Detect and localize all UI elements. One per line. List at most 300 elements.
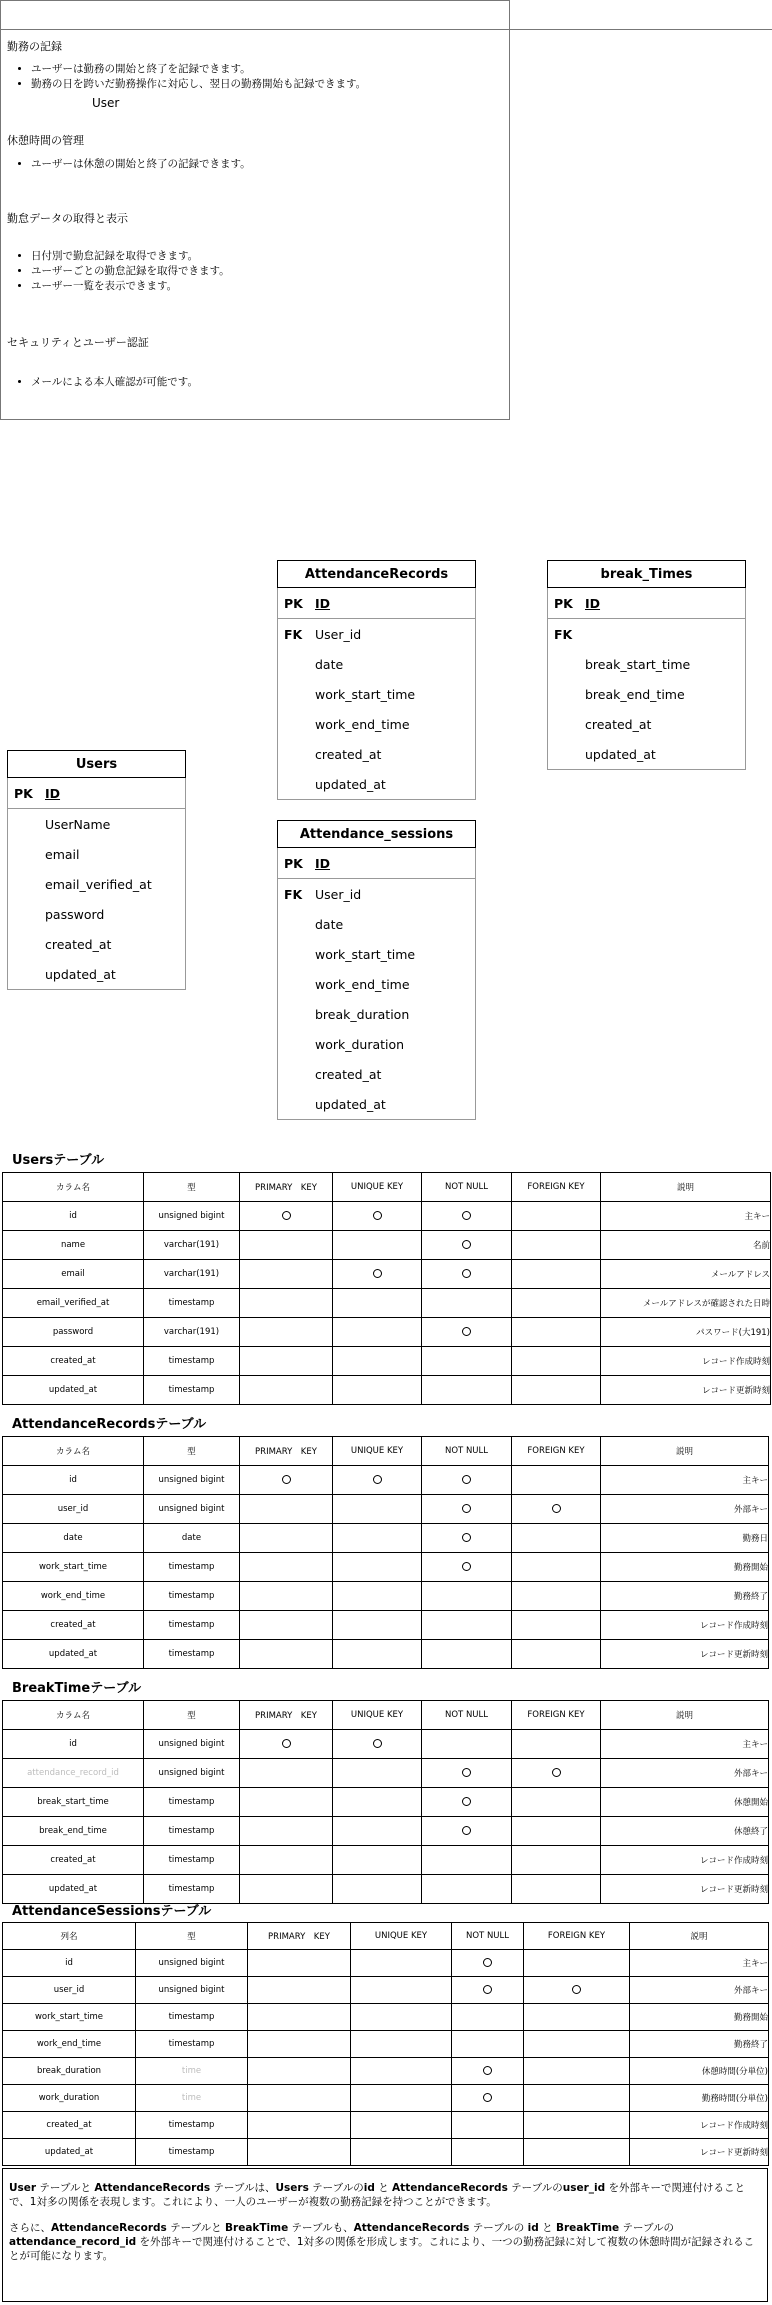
requirements-header xyxy=(0,0,772,30)
note-text-segment: Users xyxy=(275,2182,309,2194)
entity-users xyxy=(7,750,186,990)
table-cell: unsigned bigint xyxy=(144,1495,240,1524)
entity-field-name: work_end_time xyxy=(315,717,410,732)
table-title-break-time: BreakTimeテーブル xyxy=(12,1681,142,1696)
table-cell: 名前 xyxy=(601,1231,771,1260)
table-cell xyxy=(351,1950,452,1977)
table-cell xyxy=(512,1846,601,1875)
table-cell: 勤務終了 xyxy=(630,2031,769,2058)
table-cell: レコード更新時刻 xyxy=(630,2139,769,2166)
entity-field-name: created_at xyxy=(315,1067,382,1082)
table-cell xyxy=(524,2112,630,2139)
table-cell: 休憩時間(分単位) xyxy=(630,2058,769,2085)
note-text-segment: テーブルは、 xyxy=(210,2182,276,2194)
table-cell: 休憩開始 xyxy=(601,1788,769,1817)
column-header: カラム名 xyxy=(3,1701,144,1730)
table-row xyxy=(3,1759,769,1788)
table-cell: created_at xyxy=(3,1347,144,1376)
table-cell: timestamp xyxy=(144,1347,240,1376)
table-cell xyxy=(512,1231,601,1260)
table-header-row xyxy=(3,1701,769,1730)
table-row xyxy=(3,1582,769,1611)
check-mark-circle xyxy=(462,1269,471,1278)
note-paragraph xyxy=(9,2181,761,2209)
check-mark-circle xyxy=(373,1211,382,1220)
table-cell xyxy=(240,1466,333,1495)
entity-title: Attendance_sessions xyxy=(277,820,476,848)
check-mark-circle xyxy=(483,1985,492,1994)
table-cell: unsigned bigint xyxy=(144,1759,240,1788)
table-cell xyxy=(240,1347,333,1376)
entity-field-row xyxy=(278,1059,475,1089)
table-cell: 主キー xyxy=(601,1730,769,1759)
note-text-segment: さらに、 xyxy=(9,2222,51,2234)
table-row xyxy=(3,1202,771,1231)
note-text-segment: AttendanceRecords xyxy=(51,2222,167,2234)
table-cell: time xyxy=(136,2058,248,2085)
table-row xyxy=(3,1231,771,1260)
table-cell xyxy=(351,2112,452,2139)
table-cell: 主キー xyxy=(601,1466,769,1495)
table-users xyxy=(2,1172,771,1405)
table-cell xyxy=(524,2058,630,2085)
column-header: PRIMARY KEY xyxy=(240,1701,333,1730)
entity-field-name: ID xyxy=(315,596,331,611)
table-cell: timestamp xyxy=(144,1875,240,1904)
table-cell xyxy=(422,1289,512,1318)
check-mark-circle xyxy=(483,1958,492,1967)
entity-field-name: work_start_time xyxy=(315,947,416,962)
table-cell xyxy=(333,1875,422,1904)
table-header-row xyxy=(3,1437,769,1466)
table-cell: varchar(191) xyxy=(144,1231,240,1260)
table-cell xyxy=(512,1640,601,1669)
table-cell xyxy=(248,2139,351,2166)
entity-field-row xyxy=(548,679,745,709)
table-cell: メールアドレス xyxy=(601,1260,771,1289)
table-row xyxy=(3,2112,769,2139)
table-cell: time xyxy=(136,2085,248,2112)
table-cell: 外部キー xyxy=(630,1977,769,2004)
table-cell: work_start_time xyxy=(3,1553,144,1582)
table-cell xyxy=(333,1231,422,1260)
table-cell: created_at xyxy=(3,1611,144,1640)
table-cell: unsigned bigint xyxy=(136,1977,248,2004)
table-cell xyxy=(333,1289,422,1318)
check-mark-circle xyxy=(552,1504,561,1513)
table-row xyxy=(3,1846,769,1875)
table-cell: email_verified_at xyxy=(3,1289,144,1318)
table-cell xyxy=(524,2031,630,2058)
requirement-item: • ユーザー一覧を表示できます。 xyxy=(31,279,230,294)
table-cell xyxy=(240,1202,333,1231)
entity-field-row xyxy=(548,619,745,649)
table-cell: timestamp xyxy=(136,2139,248,2166)
table-cell xyxy=(452,1977,524,2004)
requirement-list-attendance xyxy=(7,62,366,92)
entity-field-row xyxy=(278,999,475,1029)
note-text-segment: AttendanceRecords xyxy=(392,2182,508,2194)
table-row xyxy=(3,1950,769,1977)
table-cell xyxy=(333,1553,422,1582)
entity-field-row xyxy=(278,619,475,649)
check-mark-circle xyxy=(462,1562,471,1571)
table-cell xyxy=(452,2058,524,2085)
table-cell xyxy=(351,2058,452,2085)
column-header: NOT NULL xyxy=(422,1173,512,1202)
entity-field-name: email xyxy=(45,847,80,862)
table-cell xyxy=(333,1611,422,1640)
requirement-item: • メールによる本人確認が可能です。 xyxy=(31,375,198,390)
table-cell: timestamp xyxy=(144,1376,240,1405)
entity-field-row xyxy=(8,809,185,839)
table-cell: レコード作成時刻 xyxy=(601,1347,771,1376)
check-mark-circle xyxy=(483,2066,492,2075)
column-header: PRIMARY KEY xyxy=(240,1437,333,1466)
table-cell xyxy=(240,1640,333,1669)
table-cell xyxy=(240,1582,333,1611)
table-cell xyxy=(333,1730,422,1759)
table-cell: レコード作成時刻 xyxy=(601,1611,769,1640)
note-text-segment: と xyxy=(374,2182,393,2194)
table-cell: break_end_time xyxy=(3,1817,144,1846)
table-cell xyxy=(422,1611,512,1640)
requirement-item: • ユーザーは休憩の開始と終了の記録できます。 xyxy=(31,157,251,172)
table-cell: break_start_time xyxy=(3,1788,144,1817)
table-cell: unsigned bigint xyxy=(144,1202,240,1231)
table-cell xyxy=(422,1260,512,1289)
table-attendance-sessions xyxy=(2,1922,769,2166)
entity-field-row xyxy=(278,939,475,969)
requirement-item: • ユーザーごとの勤怠記録を取得できます。 xyxy=(31,264,230,279)
table-row xyxy=(3,1524,769,1553)
entity-pk-row xyxy=(278,588,475,619)
table-cell xyxy=(422,1640,512,1669)
entity-field-row xyxy=(548,709,745,739)
table-cell: timestamp xyxy=(144,1817,240,1846)
table-cell: レコード更新時刻 xyxy=(601,1875,769,1904)
note-text-segment: テーブルと xyxy=(36,2182,95,2194)
table-cell: 勤務終了 xyxy=(601,1582,769,1611)
table-cell xyxy=(351,1977,452,2004)
table-cell: varchar(191) xyxy=(144,1318,240,1347)
table-cell xyxy=(422,1759,512,1788)
table-cell xyxy=(512,1466,601,1495)
table-row xyxy=(3,1640,769,1669)
table-cell: created_at xyxy=(3,2112,136,2139)
entity-field-row xyxy=(278,679,475,709)
table-cell xyxy=(512,1759,601,1788)
entity-field-name: updated_at xyxy=(315,777,386,792)
note-text-segment: attendance_record_id xyxy=(9,2236,137,2248)
table-cell xyxy=(422,1347,512,1376)
note-text-segment: User xyxy=(9,2182,37,2194)
entity-key-label: PK xyxy=(554,596,573,611)
table-cell xyxy=(422,1376,512,1405)
table-header-row xyxy=(3,1923,769,1950)
entity-field-row xyxy=(278,969,475,999)
note-text-segment: を外部キーで関連付けることで、1対多の関係を形成します。これにより、一つの勤務記録に対して複数の休憩時間が記録されることが可能になります。 xyxy=(9,2236,755,2262)
entity-field-name: password xyxy=(45,907,105,922)
entity-field-name: break_duration xyxy=(315,1007,410,1022)
table-cell: user_id xyxy=(3,1977,136,2004)
table-row xyxy=(3,1466,769,1495)
note-text-segment: テーブルの xyxy=(507,2182,563,2194)
entity-field-name: updated_at xyxy=(45,967,116,982)
column-header: 型 xyxy=(144,1701,240,1730)
table-title-attendance-records: AttendanceRecordsテーブル xyxy=(12,1417,207,1432)
check-mark-circle xyxy=(373,1269,382,1278)
table-cell: 外部キー xyxy=(601,1759,769,1788)
table-cell xyxy=(422,1582,512,1611)
table-cell xyxy=(524,2085,630,2112)
table-cell xyxy=(351,2004,452,2031)
table-cell xyxy=(512,1553,601,1582)
table-cell xyxy=(452,2031,524,2058)
table-row xyxy=(3,1289,771,1318)
table-cell xyxy=(351,2031,452,2058)
note-text-segment: テーブルも、 xyxy=(288,2222,354,2234)
entity-field-row xyxy=(278,769,475,799)
column-header: 説明 xyxy=(601,1701,769,1730)
table-break-time xyxy=(2,1700,769,1904)
table-cell: 勤務日 xyxy=(601,1524,769,1553)
table-row xyxy=(3,2085,769,2112)
table-row xyxy=(3,1977,769,2004)
column-header: FOREIGN KEY xyxy=(524,1923,630,1950)
table-cell xyxy=(333,1260,422,1289)
table-cell xyxy=(512,1318,601,1347)
column-header: NOT NULL xyxy=(422,1701,512,1730)
entity-field-name: break_end_time xyxy=(585,687,685,702)
table-row xyxy=(3,1788,769,1817)
entity-field-row xyxy=(278,909,475,939)
table-cell xyxy=(333,1582,422,1611)
check-mark-circle xyxy=(483,2093,492,2102)
entity-field-row xyxy=(278,739,475,769)
table-cell xyxy=(512,1347,601,1376)
entity-break-times xyxy=(547,560,746,770)
table-cell xyxy=(422,1231,512,1260)
column-header: 型 xyxy=(144,1173,240,1202)
column-header: カラム名 xyxy=(3,1173,144,1202)
table-cell: updated_at xyxy=(3,1376,144,1405)
entity-field-name: created_at xyxy=(585,717,652,732)
column-header: UNIQUE KEY xyxy=(333,1173,422,1202)
table-cell: 勤務開始 xyxy=(601,1553,769,1582)
relationship-note xyxy=(2,2168,768,2302)
table-cell: パスワード(大191) xyxy=(601,1318,771,1347)
table-row xyxy=(3,1260,771,1289)
table-cell xyxy=(422,1524,512,1553)
table-cell xyxy=(333,1524,422,1553)
table-cell xyxy=(422,1202,512,1231)
table-cell: timestamp xyxy=(144,1640,240,1669)
table-row xyxy=(3,1553,769,1582)
entity-field-row xyxy=(278,1089,475,1119)
table-cell: id xyxy=(3,1202,144,1231)
entity-field-name: ID xyxy=(585,596,601,611)
entity-key-label: PK xyxy=(284,856,303,871)
entity-field-name: updated_at xyxy=(585,747,656,762)
entity-field-name: created_at xyxy=(315,747,382,762)
table-cell xyxy=(422,1318,512,1347)
table-cell xyxy=(240,1289,333,1318)
table-cell: timestamp xyxy=(144,1846,240,1875)
table-title-users: Usersテーブル xyxy=(12,1153,105,1168)
note-text-segment: を外部キーで関連付けることで、1対多の関係を表現します。これにより、一人のユーザーが複数の勤務記録を持つことができます。 xyxy=(9,2182,745,2208)
entity-pk-row xyxy=(548,588,745,619)
table-cell xyxy=(240,1495,333,1524)
entity-key-label: PK xyxy=(14,786,33,801)
entity-field-row xyxy=(278,649,475,679)
table-cell xyxy=(422,1788,512,1817)
table-cell: date xyxy=(144,1524,240,1553)
table-cell: work_start_time xyxy=(3,2004,136,2031)
table-row xyxy=(3,1611,769,1640)
table-cell: attendance_record_id xyxy=(3,1759,144,1788)
table-row xyxy=(3,1495,769,1524)
table-cell: updated_at xyxy=(3,2139,136,2166)
column-header: PRIMARY KEY xyxy=(240,1173,333,1202)
table-cell xyxy=(422,1875,512,1904)
table-cell xyxy=(248,2058,351,2085)
entity-field-row xyxy=(8,839,185,869)
table-cell: work_duration xyxy=(3,2085,136,2112)
table-cell xyxy=(512,1788,601,1817)
table-cell: updated_at xyxy=(3,1875,144,1904)
table-cell: 主キー xyxy=(601,1202,771,1231)
note-text-segment: テーブルの xyxy=(469,2222,528,2234)
entity-field-row xyxy=(278,1029,475,1059)
table-cell xyxy=(333,1347,422,1376)
requirement-item: • 勤務の日を跨いだ勤務操作に対応し、翌日の勤務開始も記録できます。 xyxy=(31,77,366,92)
table-cell xyxy=(333,1817,422,1846)
table-cell: unsigned bigint xyxy=(144,1466,240,1495)
table-row xyxy=(3,1347,771,1376)
table-cell xyxy=(248,2004,351,2031)
requirement-title-data: 勤怠データの取得と表示 xyxy=(7,212,128,225)
table-cell xyxy=(512,1202,601,1231)
note-text-segment: テーブルの xyxy=(619,2222,675,2234)
note-text-segment: テーブルと xyxy=(166,2222,226,2234)
table-cell xyxy=(333,1846,422,1875)
check-mark-circle xyxy=(462,1797,471,1806)
table-cell xyxy=(333,1318,422,1347)
table-cell xyxy=(248,2031,351,2058)
table-cell: break_duration xyxy=(3,2058,136,2085)
note-text-segment: AttendanceRecords xyxy=(353,2222,470,2234)
column-header: NOT NULL xyxy=(452,1923,524,1950)
entity-field-name: work_start_time xyxy=(315,687,416,702)
table-cell xyxy=(512,1611,601,1640)
entity-field-name: User_id xyxy=(315,627,362,642)
table-cell: レコード更新時刻 xyxy=(601,1376,771,1405)
table-cell xyxy=(524,1950,630,1977)
check-mark-circle xyxy=(462,1826,471,1835)
column-header: FOREIGN KEY xyxy=(512,1437,601,1466)
table-cell: unsigned bigint xyxy=(144,1730,240,1759)
table-cell xyxy=(333,1202,422,1231)
entity-field-name: ID xyxy=(315,856,331,871)
table-cell: 外部キー xyxy=(601,1495,769,1524)
entity-field-name: email_verified_at xyxy=(45,877,152,892)
entity-field-name: ID xyxy=(45,786,61,801)
table-cell: 休憩終了 xyxy=(601,1817,769,1846)
requirement-list-data xyxy=(7,249,230,294)
entity-key-label: PK xyxy=(284,596,303,611)
table-cell xyxy=(240,1759,333,1788)
table-cell xyxy=(240,1611,333,1640)
table-cell xyxy=(240,1875,333,1904)
entity-title: Users xyxy=(7,750,186,778)
column-header: FOREIGN KEY xyxy=(512,1701,601,1730)
note-text-segment: id xyxy=(527,2222,539,2234)
table-cell: varchar(191) xyxy=(144,1260,240,1289)
table-cell xyxy=(351,2139,452,2166)
table-row xyxy=(3,1376,771,1405)
table-cell xyxy=(512,1289,601,1318)
note-text-segment: と xyxy=(538,2222,556,2234)
entity-field-name: User_id xyxy=(315,887,362,902)
table-cell: password xyxy=(3,1318,144,1347)
entity-pk-row xyxy=(278,848,475,879)
table-cell: email xyxy=(3,1260,144,1289)
table-cell xyxy=(333,1376,422,1405)
table-cell: timestamp xyxy=(144,1553,240,1582)
column-header: 型 xyxy=(144,1437,240,1466)
requirement-title-attendance: 勤務の記録 xyxy=(7,40,62,53)
table-cell xyxy=(333,1788,422,1817)
table-cell xyxy=(512,1495,601,1524)
table-cell: timestamp xyxy=(144,1289,240,1318)
table-cell xyxy=(452,1950,524,1977)
entity-field-name: work_duration xyxy=(315,1037,405,1052)
entity-pk-row xyxy=(8,778,185,809)
table-header-row xyxy=(3,1173,771,1202)
entity-key-label: FK xyxy=(284,627,303,642)
column-header: 説明 xyxy=(630,1923,769,1950)
table-cell xyxy=(333,1759,422,1788)
entity-title: AttendanceRecords xyxy=(277,560,476,588)
table-cell xyxy=(333,1640,422,1669)
note-text-segment: テーブルの xyxy=(308,2182,364,2194)
table-cell xyxy=(240,1524,333,1553)
check-mark-circle xyxy=(462,1327,471,1336)
table-cell: id xyxy=(3,1466,144,1495)
entity-field-name: UserName xyxy=(45,817,111,832)
table-row xyxy=(3,1318,771,1347)
note-text-segment: user_id xyxy=(562,2182,606,2194)
table-row xyxy=(3,2058,769,2085)
table-cell xyxy=(248,2085,351,2112)
table-cell xyxy=(248,2112,351,2139)
column-header: UNIQUE KEY xyxy=(333,1437,422,1466)
table-cell: created_at xyxy=(3,1846,144,1875)
entity-field-name: work_end_time xyxy=(315,977,410,992)
check-mark-circle xyxy=(462,1533,471,1542)
table-cell xyxy=(240,1318,333,1347)
note-text-segment: BreakTime xyxy=(555,2222,620,2234)
column-header: カラム名 xyxy=(3,1437,144,1466)
table-cell: レコード作成時刻 xyxy=(601,1846,769,1875)
check-mark-circle xyxy=(462,1211,471,1220)
table-cell: レコード作成時刻 xyxy=(630,2112,769,2139)
entity-field-row xyxy=(548,649,745,679)
column-header: 説明 xyxy=(601,1437,769,1466)
table-cell xyxy=(524,1977,630,2004)
requirement-title-break: 休憩時間の管理 xyxy=(7,134,84,147)
